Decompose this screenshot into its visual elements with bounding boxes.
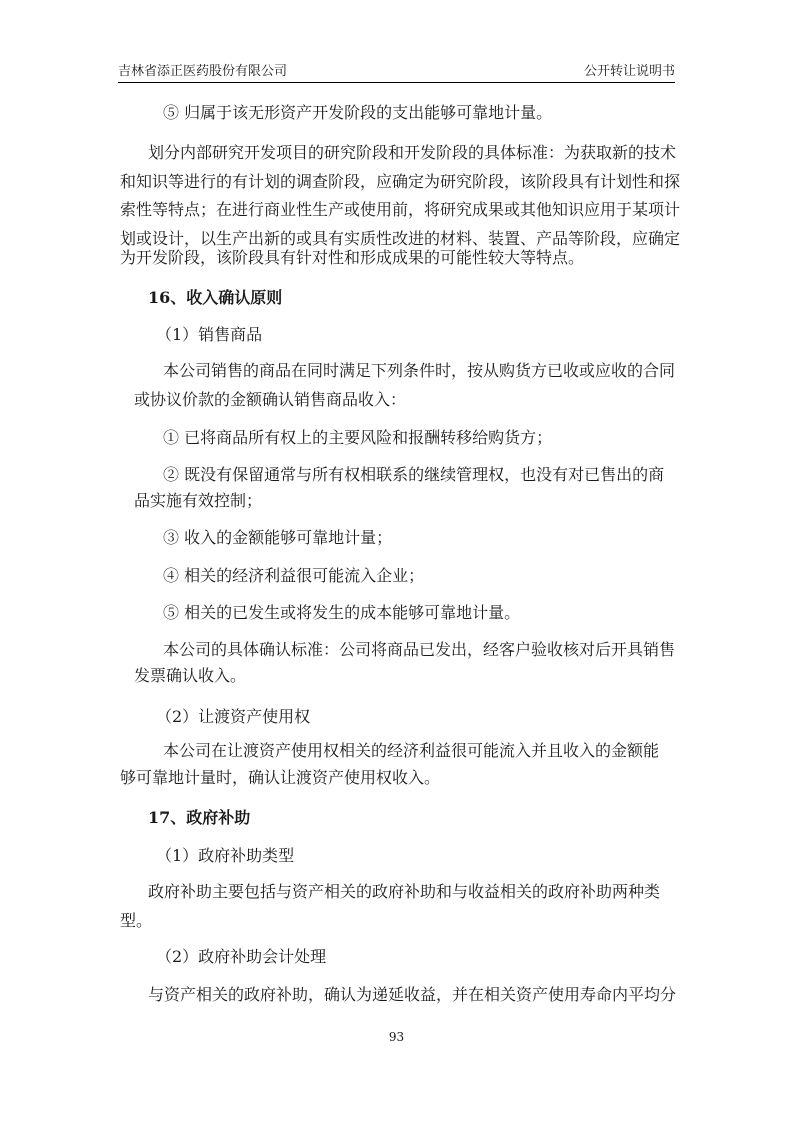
text-line: 与资产相关的政府补助，确认为递延收益，并在相关资产使用寿命内平均分 bbox=[148, 985, 677, 1004]
header-company: 吉林省添正医药股份有限公司 bbox=[118, 64, 288, 79]
list-item: ⑤ 相关的已发生或将发生的成本能够可靠地计量。 bbox=[163, 603, 521, 622]
list-item-continued: 品实施有效控制； bbox=[134, 491, 263, 510]
text-line: 政府补助主要包括与资产相关的政府补助和与收益相关的政府补助两种类 bbox=[148, 882, 661, 901]
text-line: 发票确认收入。 bbox=[134, 666, 247, 685]
text-line: 本公司的具体确认标准：公司将商品已发出，经客户验收核对后开具销售 bbox=[163, 640, 676, 659]
list-item: ① 已将商品所有权上的主要风险和报酬转移给购货方； bbox=[163, 428, 553, 447]
text-line: 本公司销售的商品在同时满足下列条件时，按从购货方已收或应收的合同 bbox=[163, 361, 676, 380]
text-line: 够可靠地计量时，确认让渡资产使用权收入。 bbox=[120, 768, 441, 787]
subheading: （1）政府补助类型 bbox=[156, 846, 295, 865]
page-header bbox=[118, 64, 675, 83]
text-line: 索性等特点；在进行商业性生产或使用前，将研究成果或其他知识应用于某项计 bbox=[120, 200, 681, 219]
section-heading-government-grants: 17、政府补助 bbox=[148, 808, 251, 827]
section-heading-revenue: 16、收入确认原则 bbox=[148, 288, 283, 307]
list-item: ③ 收入的金额能够可靠地计量； bbox=[163, 528, 393, 547]
subheading: （2）政府补助会计处理 bbox=[156, 947, 327, 966]
header-doc-type: 公开转让说明书 bbox=[583, 64, 675, 79]
subheading: （2）让渡资产使用权 bbox=[156, 707, 311, 726]
text-line: 型。 bbox=[120, 911, 153, 930]
text-line: 本公司在让渡资产使用权相关的经济利益很可能流入并且收入的金额能 bbox=[163, 741, 660, 760]
text-line: 或协议价款的金额确认销售商品收入： bbox=[134, 390, 407, 409]
page-number: 93 bbox=[388, 1030, 405, 1044]
text-line: 划或设计，以生产出新的或具有实质性改进的材料、装置、产品等阶段，应确定 bbox=[120, 229, 681, 248]
list-item: ② 既没有保留通常与所有权相联系的继续管理权，也没有对已售出的商 bbox=[163, 465, 665, 484]
text-line: 为开发阶段，该阶段具有针对性和形成成果的可能性较大等特点。 bbox=[120, 248, 585, 267]
text-line: ⑤ 归属于该无形资产开发阶段的支出能够可靠地计量。 bbox=[163, 103, 553, 122]
text-line: 划分内部研究开发项目的研究阶段和开发阶段的具体标准：为获取新的技术 bbox=[148, 143, 677, 162]
list-item: ④ 相关的经济利益很可能流入企业； bbox=[163, 566, 425, 585]
subheading: （1）销售商品 bbox=[156, 325, 263, 344]
text-line: 和知识等进行的有计划的调查阶段，应确定为研究阶段，该阶段具有计划性和探 bbox=[120, 172, 681, 191]
